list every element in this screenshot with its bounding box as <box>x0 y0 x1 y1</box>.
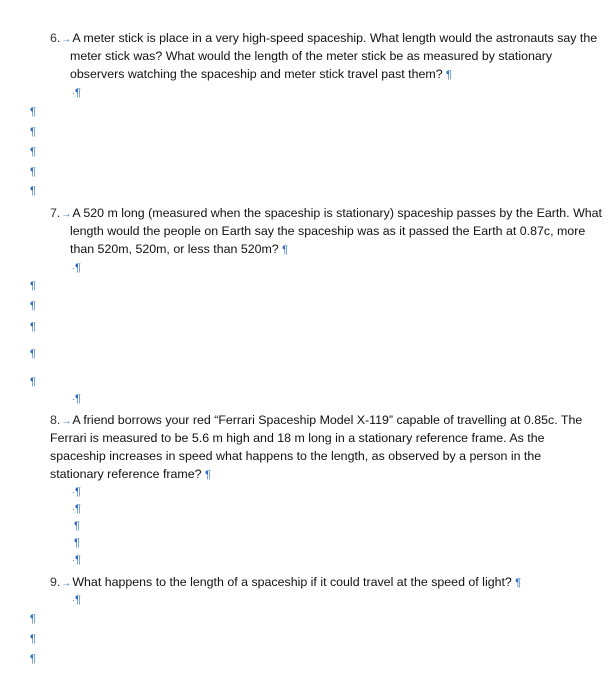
question-8-text-line-3: spaceship increases in speed what happens to the length, as observed by a person in the <box>50 449 542 463</box>
question-7-line-1 <box>50 205 602 223</box>
question-7-line-3 <box>70 241 288 258</box>
question-9-number: 9. <box>50 575 61 589</box>
question-6-line-2 <box>70 48 552 64</box>
empty-paragraph-mark: ¶ <box>30 106 36 118</box>
empty-paragraph-mark: ·¶ <box>72 503 81 515</box>
empty-paragraph-mark: ¶ <box>30 126 36 138</box>
question-7-text-line-1: A 520 m long (measured when the spaceship is stationary) spaceship passes by the Earth. What <box>72 206 602 220</box>
pilcrow-mark: ¶ <box>446 69 452 81</box>
empty-paragraph-mark: ·¶ <box>72 486 81 498</box>
question-6-line-3 <box>70 66 452 83</box>
empty-paragraph-mark: ¶ <box>30 321 36 333</box>
empty-paragraph-mark: ¶ <box>30 633 36 645</box>
empty-paragraph-mark: ¶ <box>74 537 80 549</box>
pilcrow-mark: ¶ <box>515 577 522 589</box>
empty-paragraph-mark: ¶ <box>30 653 36 665</box>
question-6-text-line-1: A meter stick is place in a very high-speed spaceship. What length would the astronauts say the <box>72 31 598 45</box>
question-8-text-line-1: A friend borrows your red “Ferrari Spaceship Model X-119” capable of travelling at 0.85c. The <box>72 413 583 427</box>
empty-paragraph-mark: ¶ <box>30 613 36 625</box>
pilcrow-mark: ¶ <box>204 469 211 481</box>
empty-paragraph-mark: ¶ <box>30 146 36 158</box>
question-6-text-line-3: observers watching the spaceship and meter stick travel past them? <box>70 67 443 81</box>
question-7-line-2 <box>70 223 585 239</box>
question-8-line-2 <box>50 430 545 446</box>
tab-arrow-mark: → <box>61 416 72 427</box>
question-8-line-4 <box>50 466 211 483</box>
empty-paragraph-mark: ¶ <box>30 185 36 197</box>
question-9-line-1 <box>50 574 521 592</box>
empty-paragraph-mark: ·¶ <box>72 87 81 99</box>
question-8-line-1 <box>50 412 582 430</box>
question-7-text-line-2: length would the people on Earth say the spaceship was as it passed the Earth at 0.87c, more <box>70 224 586 238</box>
empty-paragraph-mark: ¶ <box>30 280 36 292</box>
question-8-line-3 <box>50 448 541 464</box>
question-8-number: 8. <box>50 413 61 427</box>
empty-paragraph-mark: ·¶ <box>72 262 81 274</box>
question-9-text-line-1: What happens to the length of a spaceship if it could travel at the speed of light? <box>72 575 512 589</box>
question-8-text-line-4: stationary reference frame? <box>50 467 202 481</box>
empty-paragraph-mark: ·¶ <box>72 554 81 566</box>
question-7-text-line-3: than 520m, 520m, or less than 520m? <box>70 242 279 256</box>
empty-paragraph-mark: ·¶ <box>72 594 81 606</box>
question-6-line-1 <box>50 30 597 48</box>
question-8-text-line-2: Ferrari is measured to be 5.6 m high and 18 m long in a stationary reference frame. As the <box>50 431 545 445</box>
question-6-text-line-2: meter stick was? What would the length of the meter stick be as measured by stationary <box>70 49 553 63</box>
tab-arrow-mark: → <box>61 209 72 220</box>
tab-arrow-mark: → <box>61 34 72 45</box>
empty-paragraph-mark: ¶ <box>30 166 36 178</box>
empty-paragraph-mark: ·¶ <box>72 393 81 405</box>
empty-paragraph-mark: ¶ <box>30 300 36 312</box>
question-6-number: 6. <box>50 31 61 45</box>
empty-paragraph-mark: ¶ <box>30 376 36 388</box>
question-7-number: 7. <box>50 206 61 220</box>
tab-arrow-mark: → <box>61 578 72 589</box>
pilcrow-mark: ¶ <box>282 244 289 256</box>
empty-paragraph-mark: ¶ <box>30 348 36 360</box>
empty-paragraph-mark: ¶ <box>74 520 80 532</box>
